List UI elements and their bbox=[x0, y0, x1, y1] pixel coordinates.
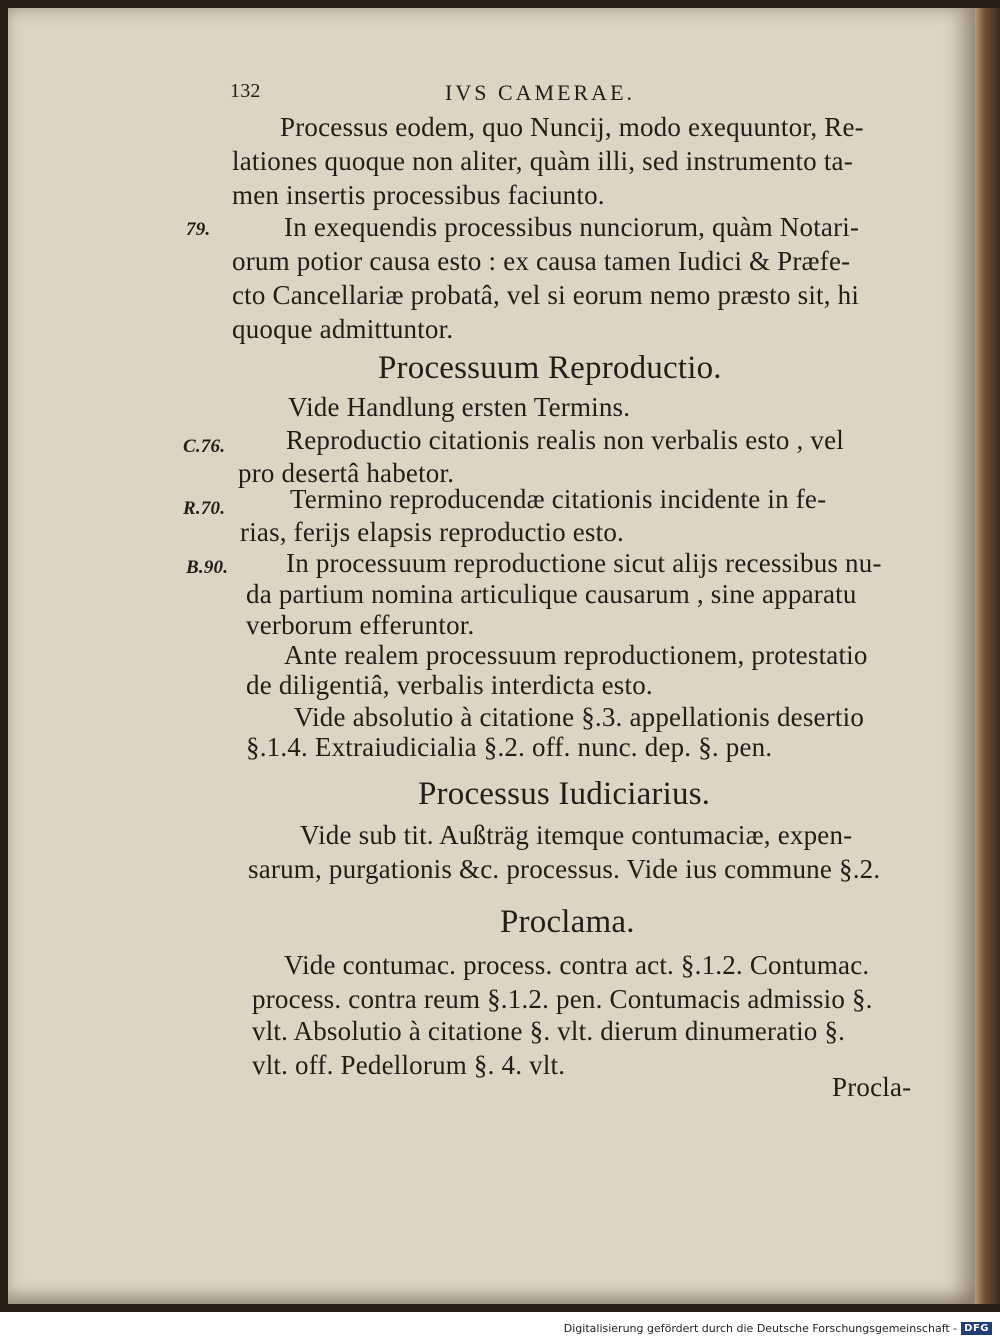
text-line: Ante realem processuum reproductionem, protestatio bbox=[284, 640, 868, 670]
text-line: sarum, purgationis &c. processus. Vide ius commune §.2. bbox=[248, 854, 881, 884]
text-line: Termino reproducendæ citationis incidente in fe- bbox=[290, 484, 827, 514]
text-line: vlt. Absolutio à citatione §. vlt. dierum dinumeratio §. bbox=[252, 1016, 846, 1046]
text-line: vlt. off. Pedellorum §. 4. vlt. bbox=[252, 1050, 566, 1080]
margin-note: R.70. bbox=[183, 498, 226, 519]
text-line: pro desertâ habetor. bbox=[238, 458, 455, 488]
section-title: Processus Iudiciarius. bbox=[418, 776, 711, 812]
margin-note: B.90. bbox=[186, 557, 229, 578]
section-title: Proclama. bbox=[500, 904, 635, 940]
text-line: process. contra reum §.1.2. pen. Contumacis admissio §. bbox=[252, 984, 873, 1014]
catchword: Procla- bbox=[832, 1072, 912, 1102]
text-line: §.1.4. Extraiudicialia §.2. off. nunc. dep. §. pen. bbox=[246, 732, 773, 762]
page-number: 132 bbox=[230, 80, 261, 102]
margin-note: 79. bbox=[186, 219, 211, 240]
dfg-logo-icon: DFG bbox=[961, 1322, 992, 1335]
text-line: quoque admittuntor. bbox=[232, 314, 454, 344]
section-title: Processuum Reproductio. bbox=[378, 350, 722, 386]
text-line: rias, ferijs elapsis reproductio esto. bbox=[240, 517, 624, 547]
text-line: Vide contumac. process. contra act. §.1.2. Contumac. bbox=[284, 950, 870, 980]
text-line: de diligentiâ, verbalis interdicta esto. bbox=[246, 670, 653, 700]
page-edge bbox=[975, 8, 1000, 1304]
footer-credit bbox=[564, 1320, 992, 1337]
text-line: Reproductio citationis realis non verbalis esto , vel bbox=[286, 425, 844, 455]
running-header: IVS CAMERAE. bbox=[445, 80, 636, 105]
text-line: In processuum reproductione sicut alijs recessibus nu- bbox=[286, 548, 882, 578]
cross-reference: Vide Handlung ersten Termins. bbox=[288, 392, 631, 422]
margin-note: C.76. bbox=[183, 436, 226, 457]
text-line: cto Cancellariæ probatâ, vel si eorum nemo præsto sit, hi bbox=[232, 280, 860, 310]
text-line: lationes quoque non aliter, quàm illi, sed instrumento ta- bbox=[232, 146, 853, 176]
text-line: men insertis processibus faciunto. bbox=[232, 180, 605, 210]
text-line: Vide sub tit. Außträg itemque contumaciæ, expen- bbox=[300, 820, 853, 850]
text-line: Processus eodem, quo Nuncij, modo exequuntor, Re- bbox=[280, 112, 864, 142]
text-line: In exequendis processibus nunciorum, quàm Notari- bbox=[284, 212, 860, 242]
text-line: Vide absolutio à citatione §.3. appellationis desertio bbox=[294, 702, 865, 732]
footer-text: Digitalisierung gefördert durch die Deutsche Forschungsgemeinschaft - bbox=[563, 1322, 958, 1335]
text-line: da partium nomina articulique causarum , sine apparatu bbox=[246, 579, 857, 609]
text-line: verborum efferuntor. bbox=[246, 610, 475, 640]
text-line: orum potior causa esto : ex causa tamen Iudici & Præfe- bbox=[232, 246, 851, 276]
